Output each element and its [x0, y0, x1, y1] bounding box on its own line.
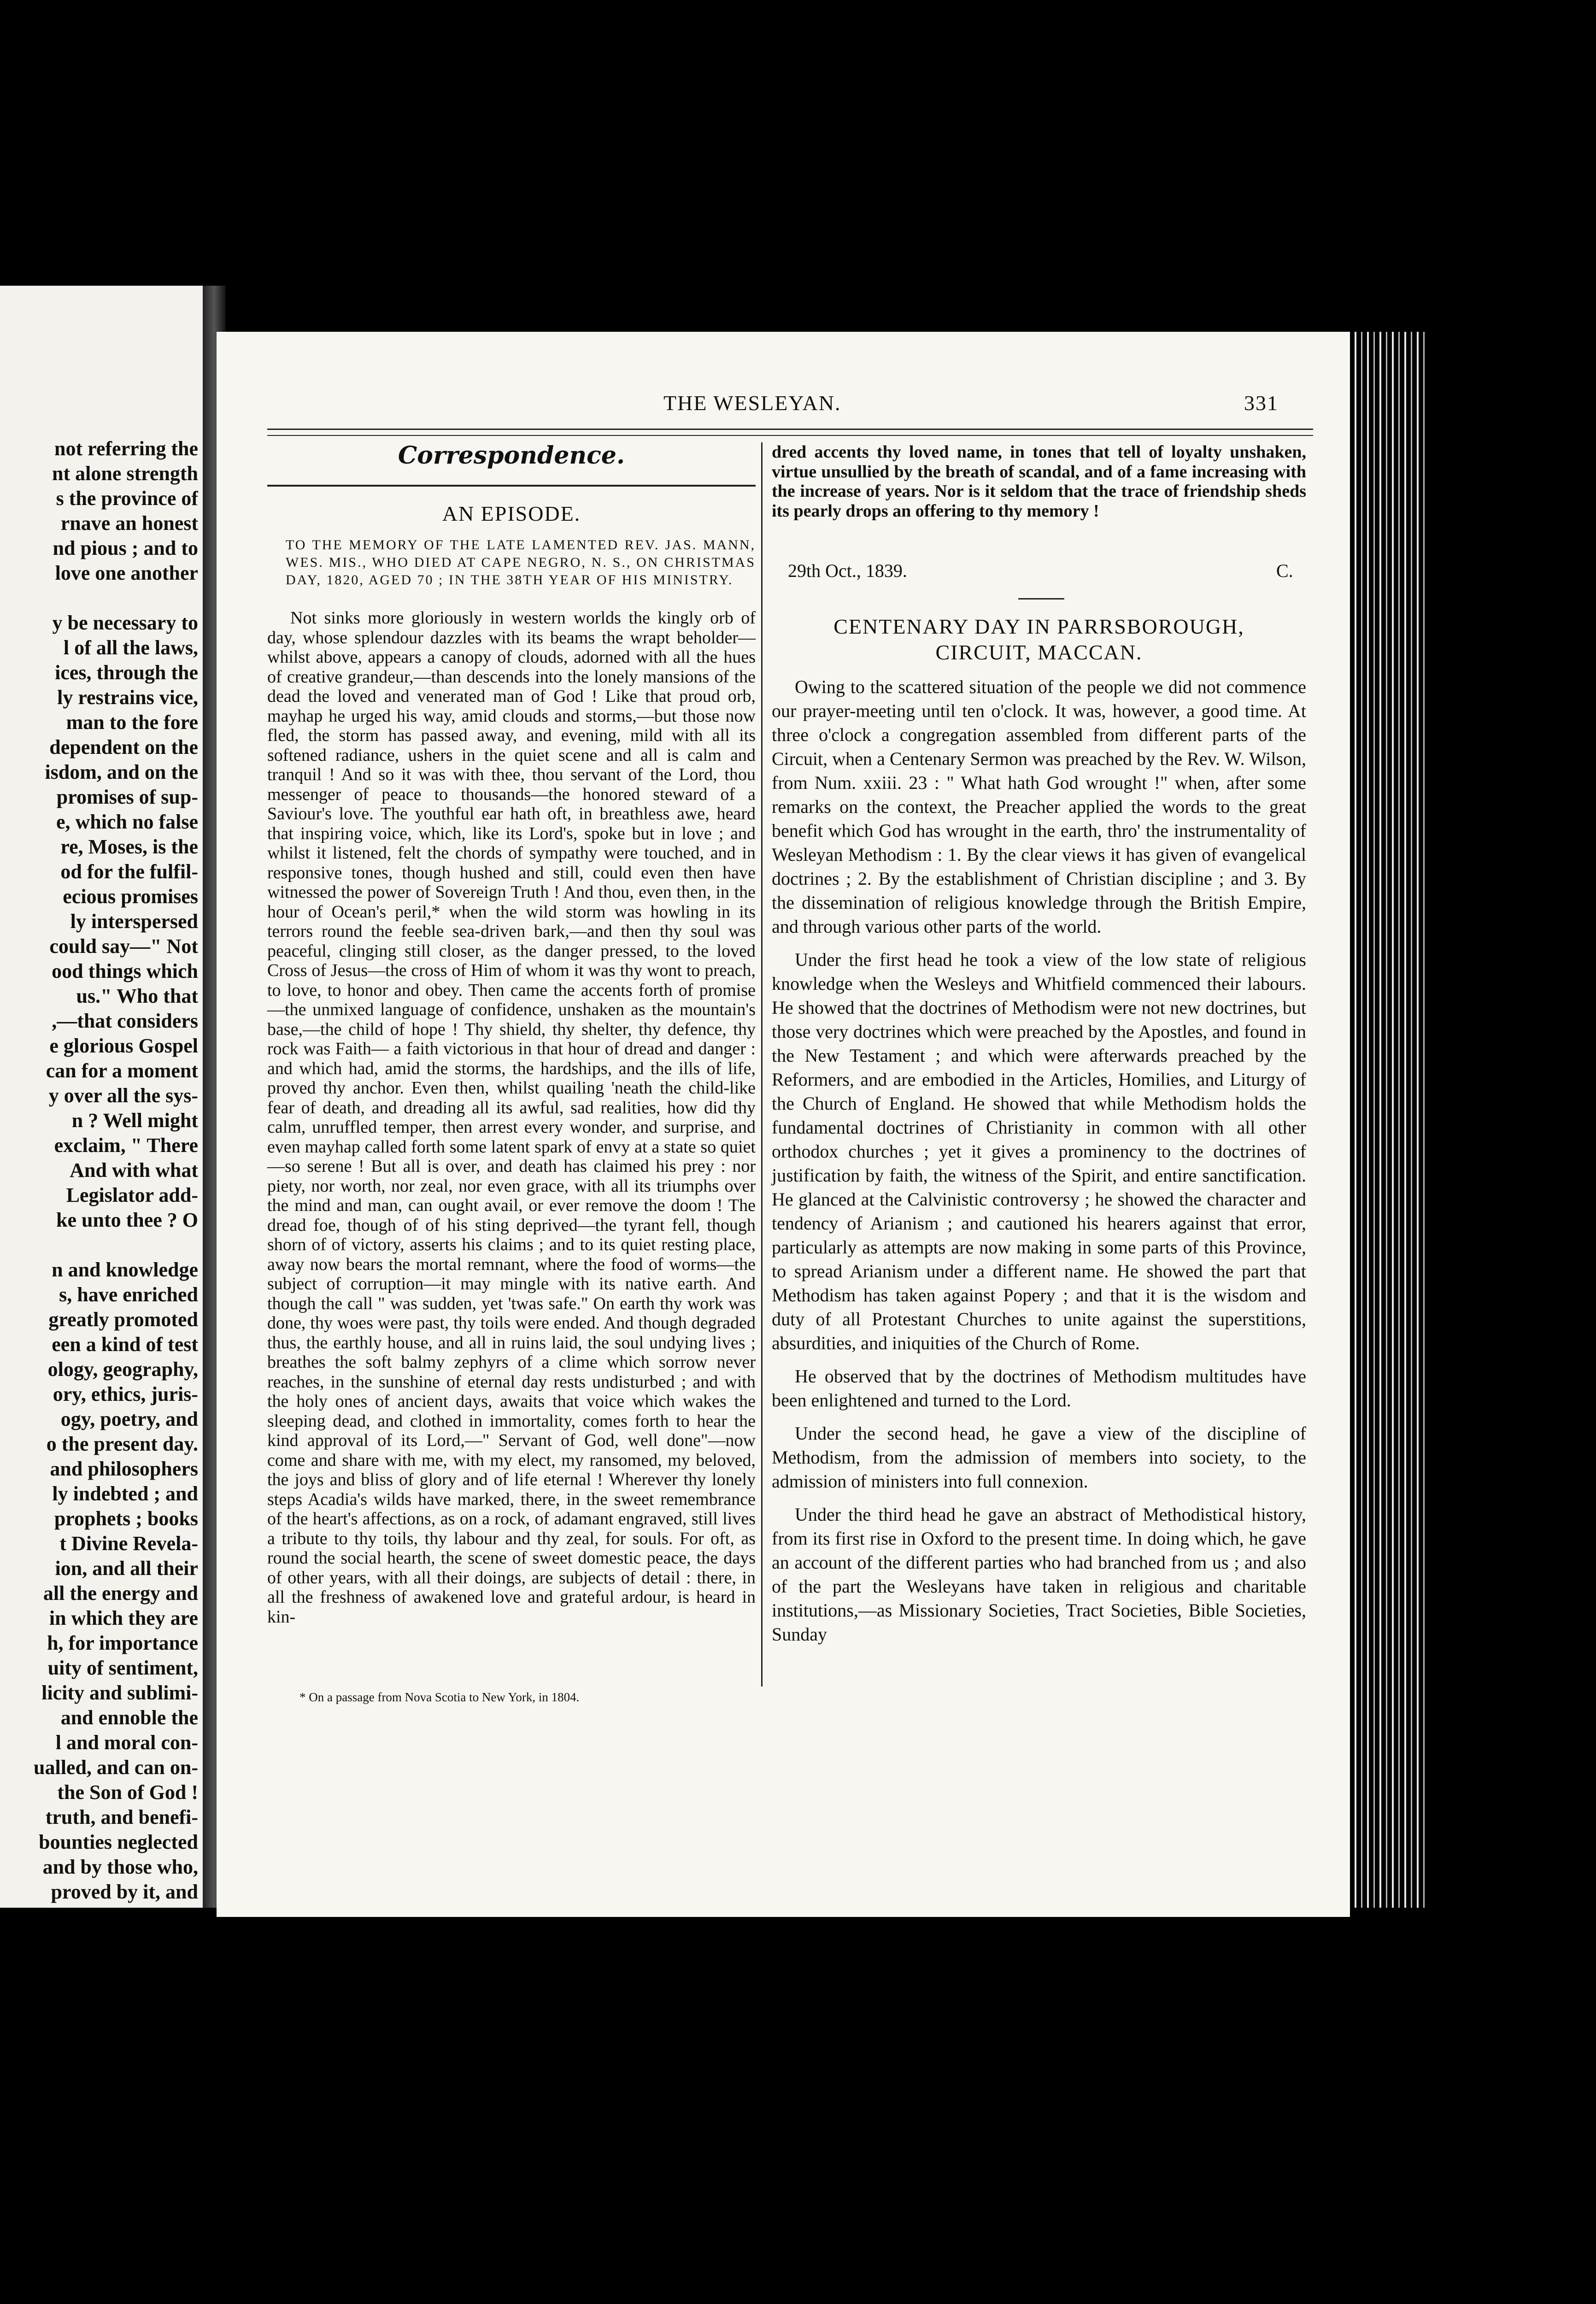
facing-page-line: promises of sup-	[56, 786, 198, 808]
page-edge-stack	[1350, 332, 1428, 1908]
facing-page-line: ly restrains vice,	[57, 687, 198, 709]
letter-date: 29th Oct., 1839.	[788, 560, 907, 581]
facing-page-line: een a kind of test	[52, 1334, 198, 1356]
facing-page-line: love one another	[55, 562, 198, 584]
facing-page-line: and philosophers	[50, 1458, 198, 1480]
facing-page-line: truth, and benefi-	[45, 1806, 198, 1828]
facing-page-line: uity of sentiment,	[47, 1657, 198, 1679]
article-continuation	[772, 442, 1306, 521]
facing-page-line: ology, geography,	[47, 1358, 198, 1381]
article-paragraph: Not sinks more gloriously in western worlds the kingly orb of day, whose splendour dazzles with its beams the wrapt beholder—whilst above, appears a canopy of clouds, adorned with all the hues of creative grandeur,—than descends into the lonely mansions of the dead the loved and venerated man of God ! Like that proud orb, mayhap he urged his way, amid clouds and storms,—but those now fled, the storm has passed away, and evening, mild with all its softened radiance, ushers in the quiet scene and all is calm and tranquil ! And so it was with thee, thou servant of the Lord, thou messenger of peace to thousands—the honored steward of a Saviour's love. The youthful ear hath oft, in breathless awe, heard that inspiring voice, which, like its Lord's, spoke but in love ; and whilst it listened, felt the chords of sympathy were touched, and in responsive tones, though hushed and still, could even then have witnessed the power of Sovereign Truth ! And thou, even then, in the hour of Ocean's peril,* when the wild storm was howling in its terrors round the feeble sea-driven bark,—and then thy soul was peaceful, clinging still closer, as the danger pressed, to the loved Cross of Jesus—the cross of Him of whom it was thy wont to preach, to love, to honor and obey. Then came the accents forth of promise —the unmixed language of confidence, unshaken as the mountain's base,—the child of hope ! Thy shield, thy shelter, thy defence, thy rock was Faith— a faith victorious in that hour of dread and danger : and which had, amid the storms, the hardships, and the ills of life, proved thy anchor. Even then, whilst quailing 'neath the child-like fear of death, and dreading all its awful, sad realities, how did thy calm, unruffled temper, then arrest every wonder, and surprise, and even mayhap called forth some latent spark of envy at a state so quiet—so serene ! But all is over, and death has claimed his prey : nor piety, nor worth, nor zeal, nor even grace, with all its triumphs over the mind and man, can ought avail, or ever remove the doom ! The dread foe, though of of his sting deprived—the tyrant fell, though shorn of of victory, asserts his claims ; and to its quiet resting place, away now bears the mortal remnant, where the food of worms—the subject of corruption—it may mingle with its native earth. And though the call " was sudden, yet 'twas safe." On earth thy work was done, thy woes were past, thy toils were ended. And though degraded thus, the earthly house, and all in ruins laid, the soul undying lives ; breathes the soft balmy zephyrs of a clime which sorrow never reaches, in the sunshine of eternal day rests undisturbed ; and with the holy ones of ancient days, awaits that voice which wakes the sleeping dead, and clothed in immortality, comes forth to hear the kind approval of its Lord,—" Servant of God, well done"—now come and share with me, with my elect, my ransomed, my beloved, the joys and bliss of glory and of life eternal ! Wherever thy lonely steps Acadia's wilds have marked, there, in the sweet remembrance of the heart's affections, as on a rock, of adamant engraved, still lives a tribute to thy toils, thy labour and thy zeal, for souls. For oft, as round the social hearth, the scene of sweet domestic peace, the days of other years, with all their doings, are subjects of detail : there, in all the freshness of awakened love and grateful ardour, is heard in kin-	[267, 608, 756, 1627]
heading-line-2: CIRCUIT, MACCAN.	[935, 641, 1143, 664]
facing-page-line: nt alone strength	[52, 463, 198, 485]
facing-page-line: re, Moses, is the	[60, 836, 198, 858]
facing-page-line: h, for importance	[47, 1632, 198, 1654]
facing-page-line: And with what	[70, 1159, 198, 1181]
facing-page-line: us." Who that	[76, 985, 198, 1007]
facing-page-line: ke unto thee ? O	[56, 1209, 198, 1231]
article-dedication: TO THE MEMORY OF THE LATE LAMENTED REV. JAS. MANN, WES. MIS., WHO DIED AT CAPE NEGRO, N. S., ON CHRISTMAS DAY, 1820, AGED 70 ; IN THE 38TH YEAR OF HIS MINISTRY.	[286, 537, 756, 588]
heading-line-1: CENTENARY DAY IN PARRSBOROUGH,	[833, 615, 1244, 638]
facing-page-line: man to the fore	[66, 711, 198, 734]
facing-page-line: ory, ethics, juris-	[53, 1383, 198, 1405]
facing-page-line: proved by it, and	[51, 1881, 198, 1903]
report-paragraph: He observed that by the doctrines of Methodism multitudes have been enlightened and turned to the Lord.	[772, 1366, 1306, 1411]
facing-page-line: can for a moment	[46, 1060, 198, 1082]
article-body	[267, 608, 756, 1627]
report-paragraph: Owing to the scattered situation of the people we did not commence our prayer-meeting until ten o'clock. It was, however, a good time. At three o'clock a congregation assembled from different parts of the Circuit, when a Centenary Sermon was preached by the Rev. W. Wilson, from Num. xxiii. 23 : " What hath God wrought !" when, after some remarks on the context, the Preacher applied the words to the great benefit which God has wrought in the earth, thro' the instrumentality of Wesleyan Methodism : 1. By the clear views it has given of evangelical doctrines ; 2. By the establishment of Christian discipline ; and 3. By the dissemination of religious knowledge through the British Empire, and through various other parts of the world.	[772, 676, 1306, 937]
main-page	[217, 332, 1350, 1917]
facing-page-line: od for the fulfil-	[60, 861, 198, 883]
facing-page-line: o the present day.	[46, 1433, 198, 1455]
centenary-heading	[772, 614, 1306, 665]
facing-page-line: ices, through the	[55, 662, 198, 684]
facing-page-line: ,—that considers	[52, 1010, 198, 1032]
facing-page-line: in which they are	[49, 1607, 198, 1629]
facing-page-line: ood things which	[52, 960, 198, 982]
facing-page-line: y over all the sys-	[48, 1085, 198, 1107]
facing-page-line: n and knowledge	[52, 1259, 198, 1281]
header-rule	[267, 429, 1313, 430]
facing-page-line: ogy, poetry, and	[60, 1408, 198, 1430]
header-rule-thin	[267, 435, 1313, 436]
facing-page-line: and by those who,	[42, 1856, 198, 1878]
footnote: * On a passage from Nova Scotia to New York, in 1804.	[299, 1690, 580, 1704]
facing-page-line: ion, and all their	[55, 1558, 198, 1580]
facing-page-line: Legislator add-	[66, 1184, 198, 1206]
facing-page-line: licity and sublimi-	[41, 1682, 198, 1704]
facing-page-line: the Son of God !	[57, 1781, 198, 1804]
section-rule	[267, 485, 756, 487]
facing-page-line: prophets ; books	[54, 1508, 198, 1530]
facing-page-line: nd pious ; and to	[53, 537, 198, 559]
facing-page-line: all the energy and	[43, 1582, 198, 1605]
facing-page-line: l and moral con-	[55, 1732, 198, 1754]
facing-page-line: bounties neglected	[39, 1831, 198, 1853]
facing-page-line: s, have enriched	[59, 1284, 198, 1306]
letter-signature: C.	[1276, 560, 1293, 581]
facing-page-line: not referring the	[54, 438, 198, 460]
facing-page-line: dependent on the	[49, 736, 198, 758]
facing-page-line: could say—" Not	[49, 935, 198, 958]
facing-page-line: and ennoble the	[60, 1707, 198, 1729]
facing-page-line: ecious promises	[63, 886, 198, 908]
facing-page-line: isdom, and on the	[45, 761, 198, 783]
short-rule	[1018, 598, 1064, 600]
article-title: AN EPISODE.	[442, 502, 581, 525]
facing-page-line: t Divine Revela-	[59, 1533, 198, 1555]
report-paragraph: Under the first head he took a view of the low state of religious knowledge when the Wesleys and Whitfield commenced their labours. He showed that the doctrines of Methodism were not new doctrines, but those very doctrines which were preached by the Apostles, and found in the New Testament ; and which were afterwards preached by the Reformers, and are embodied in the Articles, Homilies, and Liturgy of the Church of England. He showed that while Methodism holds the fundamental doctrines of Christianity in common with all other orthodox churches ; yet it gives a prominency to the doctrines of justification by faith, the witness of the Spirit, and entire sanctification. He glanced at the Calvinistic controversy ; he showed the character and tendency of Arianism ; and cautioned his hearers against that error, particularly as attempts are now making in some parts of this Province, to spread Arianism under a different name. He showed the part that Methodism has taken against Popery ; and that it is the wisdom and duty of all Protestant Churches to unite against the superstitions, absurdities, and iniquities of the Church of Rome.	[772, 949, 1306, 1353]
facing-page-line: ly interspersed	[70, 911, 198, 933]
facing-page-fragment	[0, 286, 203, 1908]
facing-page-line: greatly promoted	[48, 1309, 198, 1331]
facing-page-line: exclaim, " There	[54, 1134, 198, 1157]
facing-page-line: ualled, and can on-	[34, 1757, 198, 1779]
facing-page-line: s the province of	[56, 488, 198, 510]
continuation-paragraph: dred accents thy loved name, in tones that tell of loyalty unshaken, virtue unsullied by the breath of scandal, and of a fame increasing with the increase of years. Nor is it seldom that the trace of friendship sheds its pearly drops an offering to thy memory !	[772, 442, 1306, 521]
page-number: 331	[1244, 391, 1279, 415]
facing-page-line: l of all the laws,	[63, 637, 198, 659]
facing-page-line: rnave an honest	[60, 512, 198, 535]
column-divider	[761, 442, 763, 1687]
section-head: Correspondence.	[398, 441, 625, 470]
report-paragraph: Under the third head he gave an abstract of Methodistical history, from its first rise in Oxford to the present time. In doing which, he gave an account of the different parties who had branched from us ; and also of the part the Wesleyans have taken in religious and charitable institutions,—as Missionary Societies, Tract Societies, Bible Societies, Sunday	[772, 1504, 1306, 1645]
facing-page-line: n ? Well might	[71, 1110, 198, 1132]
centenary-report	[772, 675, 1306, 1646]
facing-page-line: ly indebted ; and	[52, 1483, 198, 1505]
report-paragraph: Under the second head, he gave a view of the discipline of Methodism, from the admission of members into society, to the admission of ministers into full connexion.	[772, 1423, 1306, 1492]
facing-page-line: y be necessary to	[52, 612, 198, 634]
running-title: THE WESLEYAN.	[663, 391, 841, 415]
facing-page-line: e glorious Gospel	[49, 1035, 198, 1057]
facing-page-line: e, which no false	[56, 811, 198, 833]
